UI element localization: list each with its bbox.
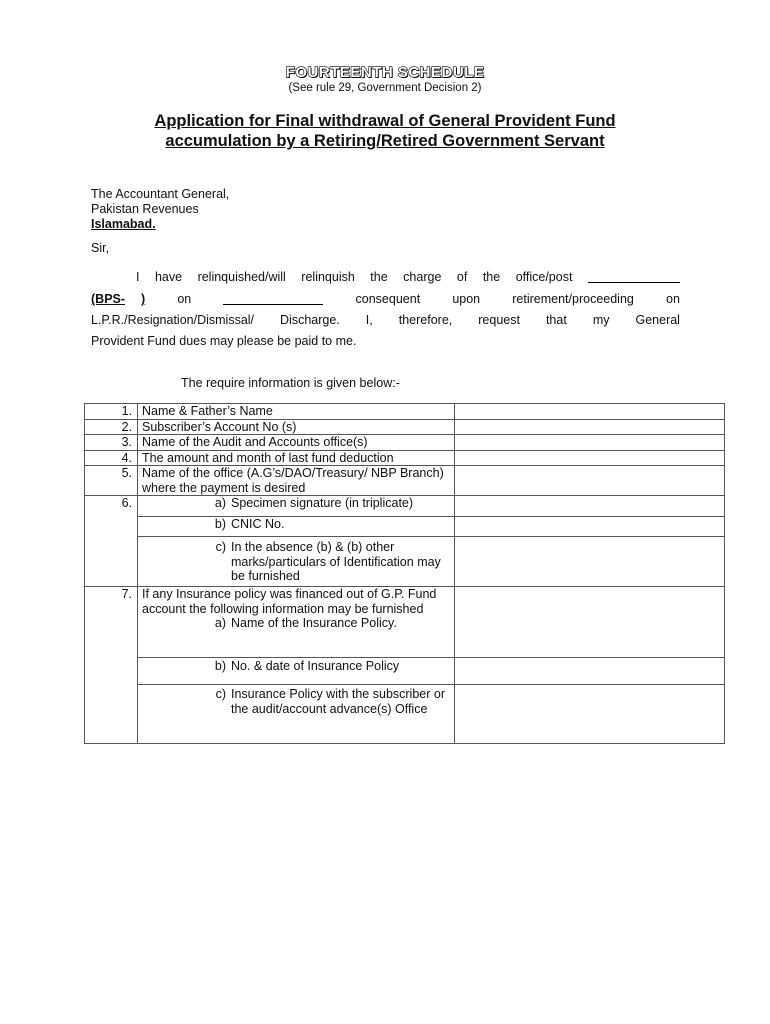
- row-label: Subscriber’s Account No (s): [138, 419, 455, 435]
- salutation: Sir,: [91, 241, 110, 255]
- rule-reference: (See rule 29, Government Decision 2): [288, 82, 482, 94]
- value-cell-payment-office[interactable]: [455, 466, 725, 496]
- word: request: [478, 313, 520, 327]
- word: General: [635, 313, 680, 327]
- sub-text: Name of the Insurance Policy.: [231, 616, 397, 630]
- table-row: [85, 658, 725, 685]
- value-cell-identification[interactable]: [455, 537, 725, 587]
- value-cell-policy-number[interactable]: [455, 658, 725, 685]
- sub-letter: b): [214, 516, 226, 531]
- information-table: [84, 403, 725, 744]
- value-cell-account[interactable]: [455, 419, 725, 435]
- table-row: [85, 435, 725, 451]
- table-row: [85, 537, 725, 587]
- body-line-1: [136, 270, 680, 284]
- table-row: [85, 466, 725, 496]
- row-number: 6.: [85, 496, 138, 587]
- word: the: [370, 270, 388, 284]
- value-cell-name[interactable]: [455, 404, 725, 420]
- word: office/post: [515, 270, 573, 284]
- schedule-heading: FOURTEENTH SCHEDULE: [285, 64, 485, 81]
- title-line-2: accumulation by a Retiring/Retired Government Servant: [165, 132, 605, 150]
- table-row: [85, 404, 725, 420]
- value-cell-audit-office[interactable]: [455, 435, 725, 451]
- value-cell-policy-name[interactable]: [455, 587, 725, 658]
- body-line-2: [91, 292, 680, 306]
- bps-field[interactable]: (BPS- ): [91, 292, 146, 306]
- office-post-blank[interactable]: [588, 270, 680, 283]
- sub-text: In the absence (b) & (b) other marks/particulars of Identification may be furnished: [231, 540, 441, 583]
- value-cell-policy-office[interactable]: [455, 685, 725, 744]
- word: on: [177, 292, 192, 306]
- insurance-intro: If any Insurance policy was financed out of G.P. Fund account the following information may be furnished: [142, 587, 437, 616]
- row-label: [138, 658, 455, 685]
- table-row: [85, 587, 725, 658]
- addressee-block: [91, 187, 229, 232]
- sub-letter: c): [215, 540, 226, 554]
- value-cell-last-deduction[interactable]: [455, 450, 725, 466]
- word: my: [592, 313, 610, 327]
- sub-letter: a): [214, 496, 226, 510]
- row-number: 2.: [85, 419, 138, 435]
- word: charge: [403, 270, 442, 284]
- word: retirement/proceeding: [512, 292, 634, 306]
- sub-text: CNIC No.: [231, 516, 285, 531]
- word: of: [456, 270, 468, 284]
- row-number: 1.: [85, 404, 138, 420]
- addressee-line-3: Islamabad.: [91, 217, 156, 231]
- title-line-1: Application for Final withdrawal of General Provident Fund: [154, 112, 616, 130]
- table-row: [85, 450, 725, 466]
- word: I,: [365, 313, 373, 327]
- value-cell-signature[interactable]: [455, 496, 725, 517]
- word: L.P.R./Resignation/Dismissal/: [91, 313, 255, 327]
- row-label: [138, 537, 455, 587]
- table-row: [85, 419, 725, 435]
- word: on: [666, 292, 680, 306]
- row-label: Name of the Audit and Accounts office(s): [138, 435, 455, 451]
- sub-text: Specimen signature (in triplicate): [231, 496, 414, 510]
- sub-text: No. & date of Insurance Policy: [231, 659, 400, 673]
- addressee-line-2: Pakistan Revenues: [91, 202, 199, 216]
- row-label: [138, 496, 455, 517]
- word: have: [154, 270, 183, 284]
- table-row: [85, 685, 725, 744]
- word: Discharge.: [280, 313, 340, 327]
- row-label: [138, 587, 455, 658]
- body-line-3: [91, 313, 680, 327]
- word: therefore,: [398, 313, 453, 327]
- word: the: [482, 270, 501, 284]
- addressee-line-1: The Accountant General,: [91, 187, 230, 201]
- word: consequent: [355, 292, 421, 306]
- word: relinquished/will: [197, 270, 286, 284]
- require-info-text: The require information is given below:-: [181, 376, 400, 390]
- row-number: 7.: [85, 587, 138, 744]
- sub-letter: a): [214, 616, 226, 630]
- table-row: [85, 496, 725, 517]
- page-title: [0, 111, 770, 151]
- row-label: Name of the office (A.G’s/DAO/Treasury/ NBP Branch) where the payment is desired: [138, 466, 455, 496]
- sub-text: Insurance Policy with the subscriber or the audit/account advance(s) Office: [231, 687, 445, 716]
- row-label: Name & Father’s Name: [138, 404, 455, 420]
- date-blank[interactable]: [223, 292, 323, 305]
- word: relinquish: [301, 270, 355, 284]
- table-row: [85, 516, 725, 537]
- word: that: [545, 313, 567, 327]
- word: upon: [452, 292, 481, 306]
- body-line-4: Provident Fund dues may please be paid to me.: [91, 334, 357, 348]
- sub-letter: c): [215, 687, 226, 701]
- row-number: 4.: [85, 450, 138, 466]
- row-number: 3.: [85, 435, 138, 451]
- row-number: 5.: [85, 466, 138, 496]
- word: I: [136, 270, 140, 284]
- value-cell-cnic[interactable]: [455, 516, 725, 537]
- row-label: [138, 516, 455, 537]
- sub-letter: b): [214, 659, 226, 673]
- row-label: The amount and month of last fund deduction: [138, 450, 455, 466]
- row-label: [138, 685, 455, 744]
